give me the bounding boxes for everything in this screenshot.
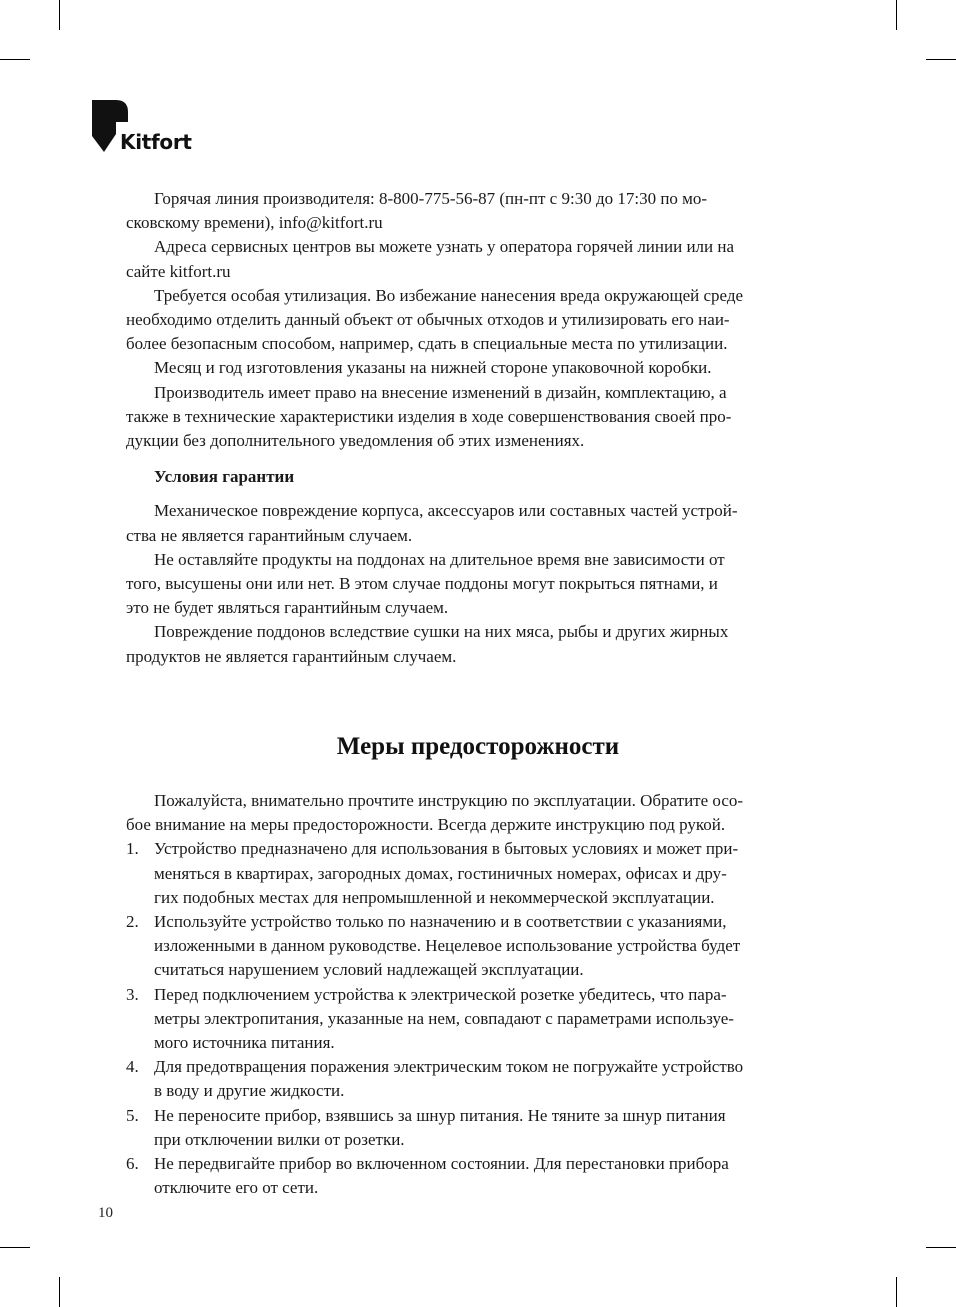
text-line: Месяц и год изготовления указаны на нижней стороне упаковочной коробки. — [154, 358, 712, 378]
paragraph — [126, 235, 842, 283]
text-line: Для предотвращения поражения электрическим током не погружайте устройство — [154, 1057, 744, 1077]
safety-section — [126, 789, 842, 1200]
text-line: мого источника питания. — [154, 1033, 335, 1053]
text-line: Адреса сервисных центров вы можете узнать у оператора горячей линии или на — [154, 237, 735, 257]
list-item-number: 1. — [126, 839, 139, 859]
warranty-section — [126, 499, 842, 668]
crop-mark — [59, 1277, 60, 1307]
paragraph — [126, 620, 842, 668]
text-line: это не будет являться гарантийным случаем. — [126, 598, 449, 618]
list-item — [126, 983, 842, 1056]
brand-name: Kitfort — [120, 130, 192, 154]
text-line: отключите его от сети. — [154, 1178, 319, 1198]
list-item-number: 4. — [126, 1057, 139, 1077]
text-line: более безопасным способом, например, сдать в специальные места по утилизации. — [126, 334, 728, 354]
text-line: также в технические характеристики изделия в ходе совершенствования своей про- — [126, 406, 732, 426]
paragraph — [126, 789, 842, 837]
paragraph — [126, 187, 842, 235]
text-line: Не переносите прибор, взявшись за шнур питания. Не тяните за шнур питания — [154, 1105, 726, 1125]
page-number: 10 — [98, 1205, 113, 1221]
text-line: продуктов не является гарантийным случаем. — [126, 646, 457, 666]
paragraph — [126, 548, 842, 621]
text-line: Горячая линия производителя: 8-800-775-56-87 (пн-пт с 9:30 до 17:30 по мо- — [154, 189, 708, 208]
warranty-heading: Условия гарантии — [154, 467, 295, 487]
list-item — [126, 1152, 842, 1200]
text-line: Производитель имеет право на внесение изменений в дизайн, комплектацию, а — [154, 382, 727, 402]
paragraph — [126, 356, 842, 380]
list-item-number: 2. — [126, 912, 139, 932]
text-line: бое внимание на меры предосторожности. Всегда держите инструкцию под рукой. — [126, 815, 726, 835]
paragraph — [126, 381, 842, 454]
paragraph — [126, 284, 842, 357]
text-line: Механическое повреждение корпуса, аксессуаров или составных частей устрой- — [154, 501, 738, 521]
text-line: Не оставляйте продукты на поддонах на длительное время вне зависимости от — [154, 549, 725, 569]
text-line: метры электропитания, указанные на нем, совпадают с параметрами используе- — [154, 1008, 734, 1028]
text-line: в воду и другие жидкости. — [154, 1081, 345, 1101]
text-line: Не передвигайте прибор во включенном состоянии. Для перестановки прибора — [154, 1154, 729, 1174]
text-line: Требуется особая утилизация. Во избежание нанесения вреда окружающей среде — [154, 285, 744, 305]
brand-logo — [92, 100, 232, 156]
body-content — [126, 187, 842, 669]
list-item — [126, 910, 842, 983]
crop-mark — [0, 59, 30, 60]
text-line: того, высушены они или нет. В этом случае поддоны могут покрыться пятнами, и — [126, 574, 718, 594]
text-line: Используйте устройство только по назначению и в соответствии с указаниями, — [154, 912, 727, 932]
list-item — [126, 1104, 842, 1152]
list-item-number: 3. — [126, 984, 139, 1004]
text-line: считаться нарушением условий надлежащей эксплуатации. — [154, 960, 584, 980]
crop-mark — [59, 0, 60, 30]
safety-title: Меры предосторожности — [336, 733, 620, 760]
text-line: изложенными в данном руководстве. Нецелевое использование устройства будет — [154, 936, 741, 956]
safety-intro — [126, 789, 842, 837]
text-line: при отключении вилки от розетки. — [154, 1129, 405, 1149]
text-line: Перед подключением устройства к электрической розетке убедитесь, что пара- — [154, 984, 727, 1004]
text-line: сайте kitfort.ru — [126, 261, 231, 281]
text-line: Устройство предназначено для использования в бытовых условиях и может при- — [154, 839, 739, 859]
list-item-number: 5. — [126, 1105, 139, 1125]
crop-mark — [896, 1277, 897, 1307]
crop-mark — [0, 1247, 30, 1248]
safety-list — [126, 837, 842, 1200]
list-item — [126, 837, 842, 910]
paragraph — [126, 499, 842, 547]
text-line: дукции без дополнительного уведомления об этих изменениях. — [126, 431, 585, 451]
text-line: ства не является гарантийным случаем. — [126, 525, 413, 545]
crop-mark — [926, 59, 956, 60]
text-line: сковскому времени), info@kitfort.ru — [126, 213, 383, 233]
intro-section — [126, 187, 842, 453]
text-line: меняться в квартирах, загородных домах, гостиничных номерах, офисах и дру- — [154, 863, 727, 883]
list-item-number: 6. — [126, 1154, 139, 1174]
text-line: гих подобных местах для непромышленной и некоммерческой эксплуатации. — [154, 887, 715, 907]
text-line: Повреждение поддонов вследствие сушки на них мяса, рыбы и других жирных — [154, 622, 729, 642]
crop-mark — [896, 0, 897, 30]
text-line: Пожалуйста, внимательно прочтите инструкцию по эксплуатации. Обратите осо- — [154, 791, 744, 810]
list-item — [126, 1055, 842, 1103]
text-line: необходимо отделить данный объект от обычных отходов и утилизировать его наи- — [126, 310, 730, 330]
crop-mark — [926, 1247, 956, 1248]
